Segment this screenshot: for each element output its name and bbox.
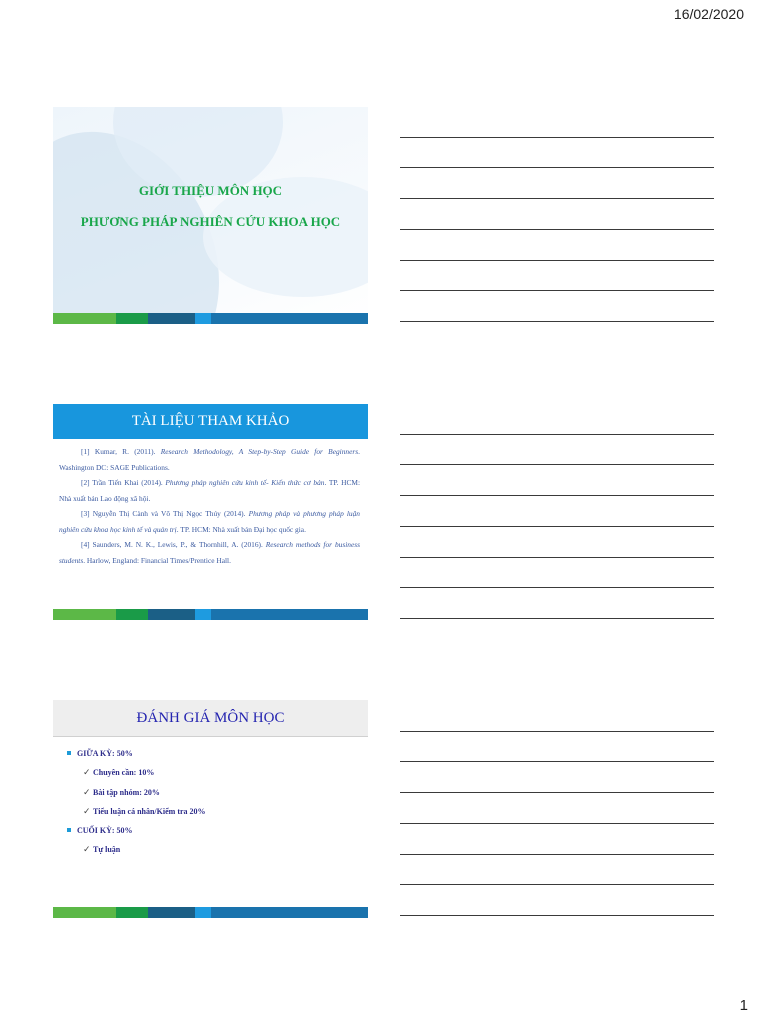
note-line: [400, 167, 714, 168]
note-line: [400, 495, 714, 496]
slide-heading: TÀI LIỆU THAM KHẢO: [53, 404, 368, 438]
note-line: [400, 557, 714, 558]
list-item: ✓ Tự luận: [67, 840, 206, 859]
note-line: [400, 823, 714, 824]
reference-item: [3] Nguyễn Thị Cành và Võ Thị Ngọc Thúy (2014). Phương pháp và phương pháp luận nghiên cứu khoa học kinh tế và quản trị. TP. HCM: Nhà xuất bản Đại học quốc gia.: [59, 509, 360, 534]
reference-item: [1] Kumar, R. (2011). Research Methodology, A Step-by-Step Guide for Beginners. Washington DC: SAGE Publications.: [59, 447, 361, 472]
slide-thumbnail-2: [53, 404, 368, 620]
checkmark-icon: ✓: [83, 786, 91, 797]
note-line: [400, 260, 714, 261]
checkmark-icon: ✓: [83, 805, 91, 816]
note-line: [400, 884, 714, 885]
list-item: ✓ Chuyên cần: 10%: [67, 763, 206, 782]
list-item: GIỮA KỲ: 50%: [67, 744, 206, 763]
note-line: [400, 761, 714, 762]
note-line: [400, 854, 714, 855]
square-bullet-icon: [67, 828, 71, 832]
slide-thumbnail-3: [53, 700, 368, 918]
heading-underline: [53, 736, 368, 737]
reference-list: [59, 444, 360, 568]
note-line: [400, 290, 714, 291]
note-line: [400, 587, 714, 588]
slide-thumbnail-1: [53, 107, 368, 324]
reference-item: [4] Saunders, M. N. K., Lewis, P., & Thornhill, A. (2016). Research methods for business students. Harlow, England: Financial Times/Prentice Hall.: [59, 540, 360, 565]
note-line: [400, 321, 714, 322]
note-line: [400, 137, 714, 138]
note-line: [400, 915, 714, 916]
course-title-line-1: GIỚI THIỆU MÔN HỌC: [138, 183, 283, 198]
note-line: [400, 731, 714, 732]
note-line: [400, 792, 714, 793]
checkmark-icon: ✓: [83, 767, 91, 778]
evaluation-list: [67, 744, 206, 860]
note-line: [400, 464, 714, 465]
note-line: [400, 229, 714, 230]
course-title-line-2: PHƯƠNG PHÁP NGHIÊN CỨU KHOA HỌC: [80, 214, 341, 229]
list-item: ✓ Bài tập nhóm: 20%: [67, 783, 206, 802]
footer-color-bar: [53, 907, 368, 918]
slide-heading: ĐÁNH GIÁ MÔN HỌC: [53, 700, 368, 736]
note-line: [400, 198, 714, 199]
note-line: [400, 526, 714, 527]
footer-color-bar: [53, 313, 368, 324]
heading-underline: [53, 438, 368, 439]
page-number: 1: [739, 997, 748, 1014]
square-bullet-icon: [67, 751, 71, 755]
note-line: [400, 434, 714, 435]
checkmark-icon: ✓: [83, 844, 91, 855]
list-item: ✓ Tiểu luận cá nhân/Kiểm tra 20%: [67, 802, 206, 821]
footer-color-bar: [53, 609, 368, 620]
reference-item: [2] Trần Tiến Khai (2014). Phương pháp nghiên cứu kinh tế- Kiến thức cơ bản. TP. HCM: Nhà xuất bản Lao động xã hội.: [59, 478, 360, 503]
print-date: 16/02/2020: [673, 6, 744, 22]
note-line: [400, 618, 714, 619]
list-item: CUỐI KỲ: 50%: [67, 821, 206, 840]
